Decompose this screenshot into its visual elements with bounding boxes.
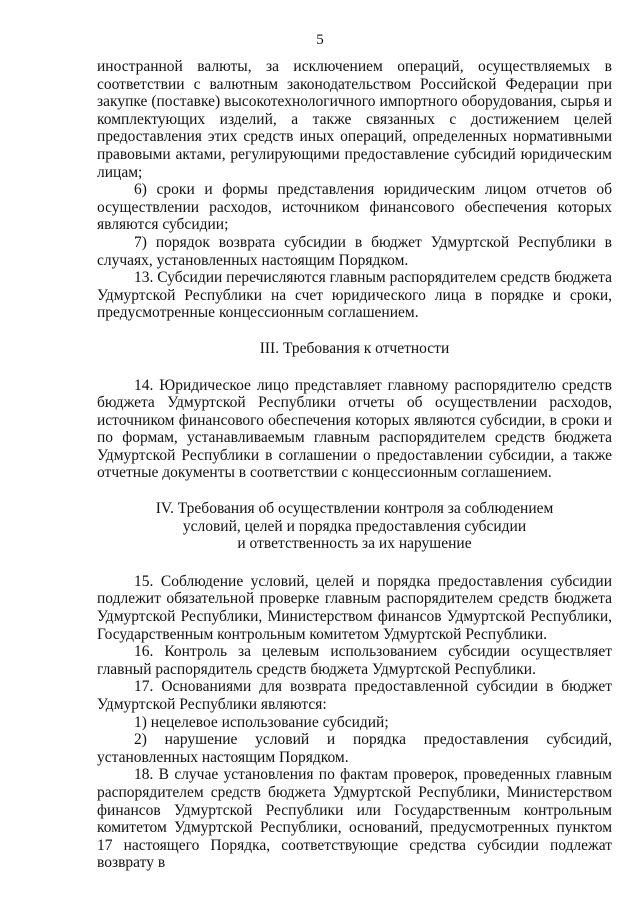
paragraph-item-7: 7) порядок возврата субсидии в бюджет Удмуртской Республики в случаях, установленных настоящим Порядком.	[97, 233, 612, 269]
paragraph-item-1: 1) нецелевое использование субсидий;	[134, 713, 389, 731]
paragraph-clause-14: 14. Юридическое лицо представляет главному распорядителю средств бюджета Удмуртской Республики отчеты об осуществлении расходов, источником финансового обеспечения которых являются субсидии, в сроки и по формам, устанавливаемым главным распорядителем средств бюджета Удмуртской Республики в соглашении о предоставлении субсидии, а также отчетные документы в соответствии с концессионным соглашением.	[97, 376, 612, 482]
paragraph-clause-15: 15. Соблюдение условий, целей и порядка предоставления субсидии подлежит обязательной проверке главным распорядителем средств бюджета Удмуртской Республики, Министерством финансов Удмуртской Республики, Государственным контрольным комитетом Удмуртской Республики.	[97, 572, 612, 643]
section-heading-iii: III. Требования к отчетности	[259, 339, 450, 357]
document-body	[97, 58, 612, 872]
section-heading-iv-line-1: IV. Требования об осуществлении контроля за соблюдением	[155, 500, 554, 518]
section-heading-iv-line-3: и ответственность за их нарушение	[237, 535, 472, 553]
section-heading-iv	[97, 500, 612, 553]
page-number: 5	[316, 32, 324, 48]
paragraph-currency-operations: иностранной валюты, за исключением операций, осуществляемых в соответствии с валютным законодательством Российской Федерации при закупке (поставке) высокотехнологичного импортного оборудования, сырья и комплектующих изделий, а также связанных с достижением целей предоставления этих средств иных операций, определенных нормативными правовыми актами, регулирующими предоставление субсидий юридическим лицам;	[97, 58, 612, 181]
paragraph-clause-13: 13. Субсидии перечисляются главным распорядителем средств бюджета Удмуртской Республики на счет юридического лица в порядке и сроки, предусмотренные концессионным соглашением.	[97, 269, 612, 322]
paragraph-clause-16: 16. Контроль за целевым использованием субсидии осуществляет главный распорядитель средств бюджета Удмуртской Республики.	[97, 643, 612, 678]
paragraph-item-6: 6) сроки и формы представления юридическим лицом отчетов об осуществлении расходов, источником финансового обеспечения которых являются субсидии;	[97, 181, 612, 234]
section-heading-iv-line-2: условий, целей и порядка предоставления субсидии	[182, 517, 527, 535]
paragraph-clause-17: 17. Основаниями для возврата предоставленной субсидии в бюджет Удмуртской Республики являются:	[97, 678, 612, 713]
paragraph-clause-18: 18. В случае установления по фактам проверок, проведенных главным распорядителем средств бюджета Удмуртской Республики, Министерством финансов Удмуртской Республики или Государственным контрольным комитетом Удмуртской Республики, оснований, предусмотренных пунктом 17 настоящего Порядка, соответствующие средства субсидии подлежат возврату в	[97, 766, 612, 872]
paragraph-item-2: 2) нарушение условий и порядка предоставления субсидий, установленных настоящим Порядком.	[97, 731, 612, 766]
